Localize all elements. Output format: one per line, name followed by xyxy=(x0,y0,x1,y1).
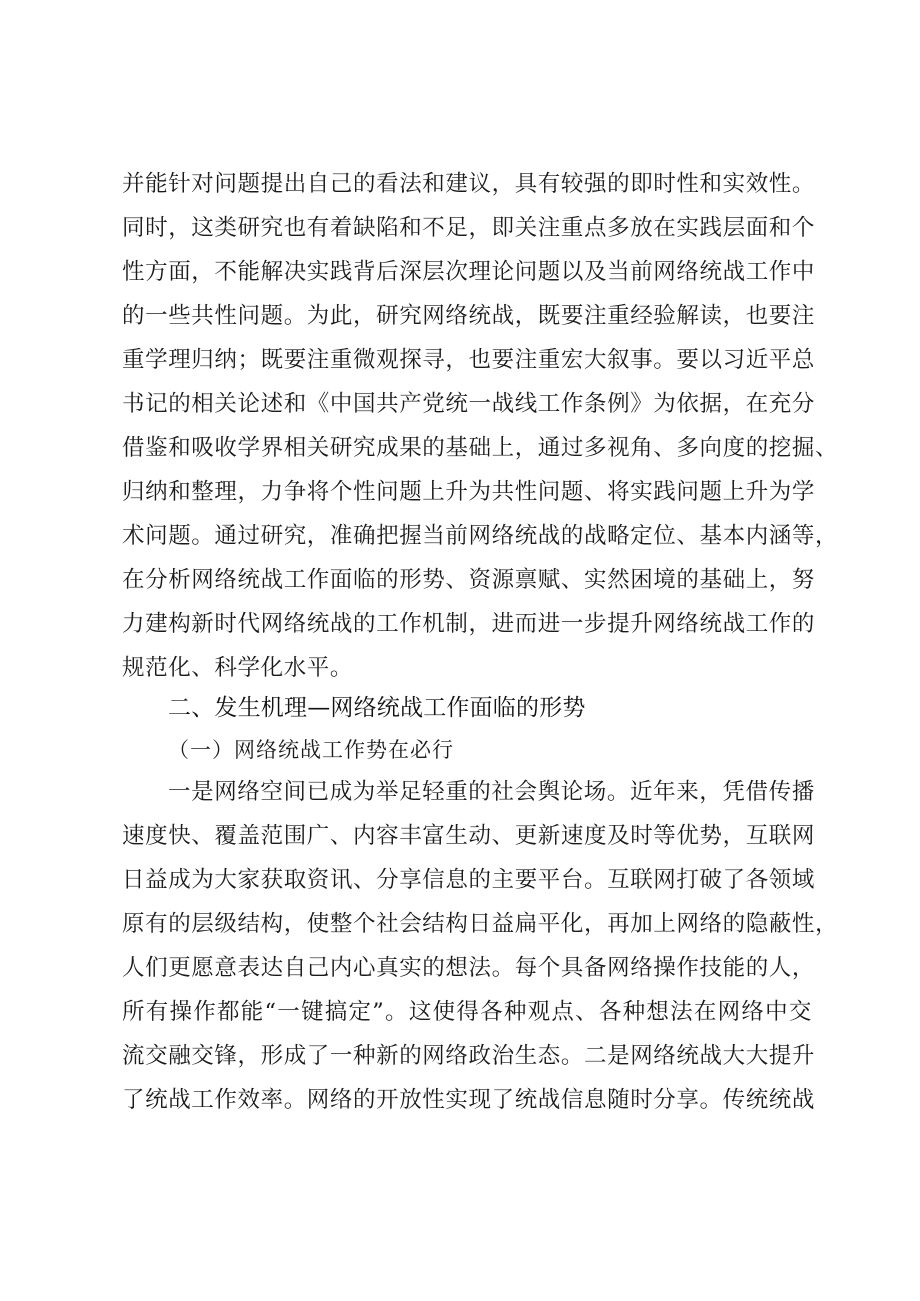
paragraph-1-line-4: 的一些共性问题。为此，研究网络统战，既要注重经验解读，也要注 xyxy=(122,303,816,329)
paragraph-1-line-3: 性方面，不能解决实践背后深层次理论问题以及当前网络统战工作中 xyxy=(122,259,816,285)
subsection-heading: （一）网络统战工作势在必行 xyxy=(168,738,454,762)
paragraph-2-line-1: 一是网络空间已成为举足轻重的社会舆论场。近年来，凭借传播 xyxy=(168,779,815,805)
section-heading: 二、发生机理—网络统战工作面临的形势 xyxy=(168,695,586,721)
paragraph-1-line-12: 规范化、科学化水平。 xyxy=(122,655,354,681)
paragraph-2-line-7: 流交融交锋，形成了一种新的网络政治生态。二是网络统战大大提升 xyxy=(122,1043,816,1069)
paragraph-2-line-8: 了统战工作效率。网络的开放性实现了统战信息随时分享。传统统战 xyxy=(122,1087,816,1113)
paragraph-2-line-6: 所有操作都能“一键搞定”。这使得各种观点、各种想法在网络中交 xyxy=(122,999,812,1025)
paragraph-1-line-1: 并能针对问题提出自己的看法和建议，具有较强的即时性和实效性。 xyxy=(122,171,816,197)
paragraph-2-line-4: 原有的层级结构，使整个社会结构日益扁平化，再加上网络的隐蔽性， xyxy=(122,911,839,937)
paragraph-1-line-6: 书记的相关论述和《中国共产党统一战线工作条例》为依据，在充分 xyxy=(122,391,816,417)
paragraph-1-line-10: 在分析网络统战工作面临的形势、资源禀赋、实然困境的基础上，努 xyxy=(122,567,816,593)
paragraph-2-line-5: 人们更愿意表达自己内心真实的想法。每个具备网络操作技能的人， xyxy=(122,955,816,981)
paragraph-1-line-7: 借鉴和吸收学界相关研究成果的基础上，通过多视角、多向度的挖掘、 xyxy=(122,435,839,461)
paragraph-2-line-2: 速度快、覆盖范围广、内容丰富生动、更新速度及时等优势，互联网 xyxy=(122,823,816,849)
paragraph-2-line-3: 日益成为大家获取资讯、分享信息的主要平台。互联网打破了各领域 xyxy=(122,867,816,893)
paragraph-1-line-9: 术问题。通过研究，准确把握当前网络统战的战略定位、基本内涵等， xyxy=(122,523,839,549)
paragraph-1-line-8: 归纳和整理，力争将个性问题上升为共性问题、将实践问题上升为学 xyxy=(122,479,816,505)
paragraph-1-line-5: 重学理归纳；既要注重微观探寻，也要注重宏大叙事。要以习近平总 xyxy=(122,347,816,373)
paragraph-1-line-2: 同时，这类研究也有着缺陷和不足，即关注重点多放在实践层面和个 xyxy=(122,215,816,241)
paragraph-1-line-11: 力建构新时代网络统战的工作机制，进而进一步提升网络统战工作的 xyxy=(122,611,816,637)
